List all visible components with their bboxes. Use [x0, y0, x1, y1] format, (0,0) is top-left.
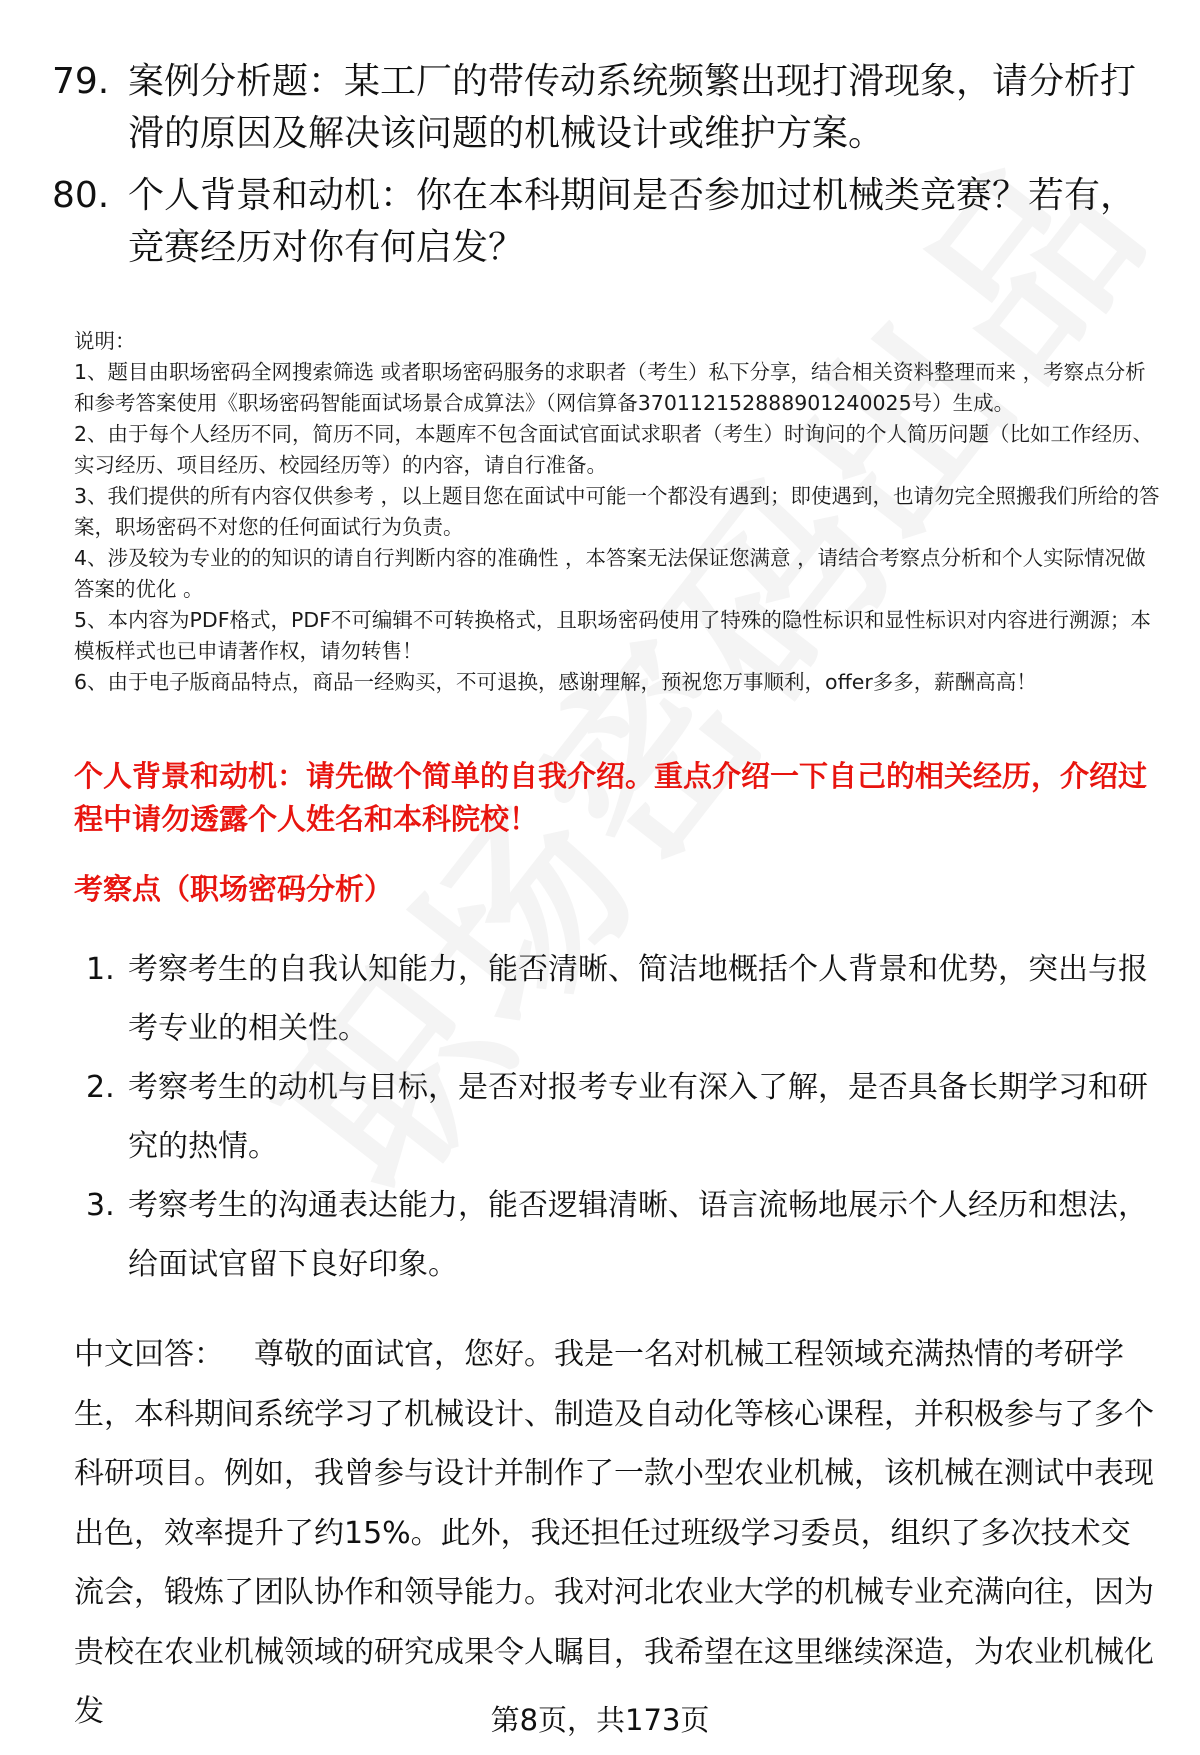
note-item: 1、题目由职场密码全网搜索筛选 或者职场密码服务的求职者（考生）私下分享，结合相关资料整理而来 ，考察点分析和参考答案使用《职场密码智能面试场景合成算法》（网信算备370112152888901240025号）生成。 [74, 360, 1146, 415]
question-80 [52, 170, 1152, 274]
note-item: 3、我们提供的所有内容仅供参考 ，以上题目您在面试中可能一个都没有遇到；即使遇到，也请勿完全照搬我们所给的答案，职场密码不对您的任何面试行为负责。 [74, 484, 1160, 539]
answer-label: 中文回答： [74, 1337, 224, 1372]
question-text: 案例分析题：某工厂的带传动系统频繁出现打滑现象，请分析打滑的原因及解决该问题的机械设计或维护方案。 [128, 61, 1137, 154]
exam-point [74, 940, 1154, 1058]
note-item: 4、涉及较为专业的的知识的请自行判断内容的准确性 ，本答案无法保证您满意 ，请结合考察点分析和个人实际情况做答案的优化 。 [74, 546, 1146, 601]
exam-point-number: 3. [86, 1188, 115, 1223]
exam-point-text: 考察考生的动机与目标，是否对报考专业有深入了解，是否具备长期学习和研究的热情。 [128, 1070, 1148, 1164]
exam-point-number: 1. [86, 952, 115, 987]
exam-points-title: 考察点（职场密码分析） [74, 872, 394, 906]
question-number: 80. [52, 175, 110, 216]
exam-point-text: 考察考生的沟通表达能力，能否逻辑清晰、语言流畅地展示个人经历和想法，给面试官留下良好印象。 [128, 1188, 1148, 1282]
exam-point [74, 1058, 1154, 1176]
exam-point [74, 1176, 1154, 1294]
page-footer: 第8页，共173页 [490, 1703, 710, 1737]
notes-section [74, 326, 1164, 698]
answer-text: 尊敬的面试官，您好。我是一名对机械工程领域充满热情的考研学生，本科期间系统学习了机械设计、制造及自动化等核心课程，并积极参与了多个科研项目。例如，我曾参与设计并制作了一款小型农业机械，该机械在测试中表现出色，效率提升了约15%。此外，我还担任过班级学习委员，组织了多次技术交流会，锻炼了团队协作和领导能力。我对河北农业大学的机械专业充满向往，因为贵校在农业机械领域的研究成果令人瞩目，我希望在这里继续深造，为农业机械化发 [74, 1337, 1154, 1729]
exam-points-list [74, 940, 1154, 1294]
question-number: 79. [52, 61, 110, 102]
note-item: 6、由于电子版商品特点，商品一经购买，不可退换，感谢理解，预祝您万事顺利，offer多多，薪酬高高！ [74, 670, 1037, 694]
exam-point-number: 2. [86, 1070, 115, 1105]
answer-section [74, 1325, 1154, 1742]
notes-title: 说明： [74, 329, 136, 353]
question-79 [52, 56, 1152, 160]
question-prompt: 个人背景和动机：请先做个简单的自我介绍。重点介绍一下自己的相关经历，介绍过程中请勿透露个人姓名和本科院校！ [74, 759, 1148, 836]
exam-point-text: 考察考生的自我认知能力，能否清晰、简洁地概括个人背景和优势，突出与报考专业的相关性。 [128, 952, 1148, 1046]
question-text: 个人背景和动机：你在本科期间是否参加过机械类竞赛？若有，竞赛经历对你有何启发？ [128, 175, 1137, 268]
note-item: 5、本内容为PDF格式，PDF不可编辑不可转换格式，且职场密码使用了特殊的隐性标识和显性标识对内容进行溯源；本模板样式也已申请著作权，请勿转售！ [74, 608, 1151, 663]
note-item: 2、由于每个人经历不同，简历不同，本题库不包含面试官面试求职者（考生）时询问的个人简历问题（比如工作经历、实习经历、项目经历、校园经历等）的内容，请自行准备。 [74, 422, 1154, 477]
